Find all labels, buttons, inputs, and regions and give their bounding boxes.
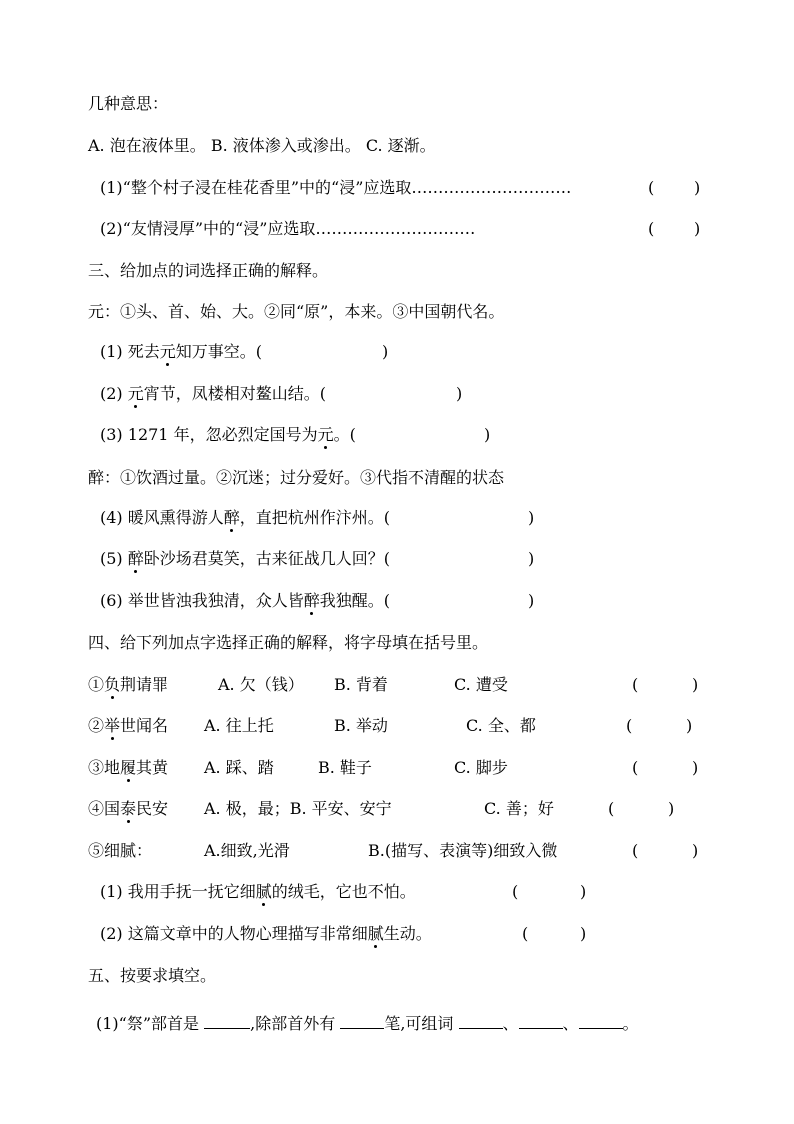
item-text: 知万事空。( — [175, 342, 263, 361]
fill-in-question-1 — [96, 1014, 639, 1034]
item-text: 生动。 — [383, 924, 432, 943]
term-text: 细腻： — [104, 841, 153, 860]
blank-word-3[interactable] — [579, 1014, 623, 1029]
choice-row-4 — [88, 799, 708, 819]
meanings-intro: 几种意思： — [88, 94, 169, 113]
xini-sentence-1 — [100, 882, 600, 902]
option-b: B. 鞋子 — [318, 758, 372, 777]
separator: 、 — [502, 1014, 519, 1033]
zui-item-5 — [100, 549, 550, 569]
choice-row-3 — [88, 758, 708, 778]
zui-item-4 — [100, 508, 550, 528]
dotted-char: 举 — [104, 716, 121, 735]
answer-paren-close[interactable]: ) — [692, 758, 699, 777]
dotted-char: 醉 — [223, 508, 240, 527]
option-a: A. 踩、踏 — [204, 758, 274, 777]
item-text: 死去 — [127, 342, 160, 361]
answer-paren-close[interactable]: ) — [528, 591, 535, 610]
dotted-char: 醉 — [127, 549, 144, 568]
option-b: B.(描写、表演等)细致入微 — [368, 841, 558, 860]
choice-row-5 — [88, 841, 708, 861]
row-number: ⑤ — [88, 841, 105, 860]
answer-paren-close[interactable]: ) — [694, 178, 701, 197]
item-text: 卧沙场君莫笑，古来征战几人回？( — [143, 549, 391, 568]
question-text: ,除部首外有 — [250, 1014, 336, 1033]
item-text: 宵节，凤楼相对鳌山结。( — [143, 384, 327, 403]
question-text: (2)“友情浸厚”中的“浸”应选取 — [100, 219, 316, 238]
term-text: 世闻名 — [120, 716, 169, 735]
term-text: 地 — [104, 758, 121, 777]
question-text: (1)“整个村子浸在桂花香里”中的“浸”应选取 — [100, 178, 412, 197]
blank-stroke-count[interactable] — [340, 1014, 384, 1029]
term-text: 荆请罪 — [120, 675, 169, 694]
answer-paren-open[interactable]: ( — [648, 219, 655, 238]
item-text: 我独醒。( — [319, 591, 391, 610]
blank-word-1[interactable] — [459, 1014, 503, 1029]
answer-paren-open[interactable]: ( — [648, 178, 655, 197]
option-a: A. 往上托 — [204, 716, 274, 735]
leader-dots: ………………………… — [315, 219, 476, 238]
meanings-options: A. 泡在液体里。 B. 液体渗入或渗出。 C. 逐渐。 — [88, 136, 436, 155]
dotted-char: 醉 — [303, 591, 320, 610]
row-number: ④ — [88, 799, 105, 818]
option-c: C. 全、都 — [466, 716, 536, 735]
answer-paren-close[interactable]: ) — [484, 425, 491, 444]
dotted-char: 负 — [104, 675, 121, 694]
yuan-item-3 — [100, 425, 520, 445]
dotted-char: 泰 — [120, 799, 137, 818]
answer-paren-close[interactable]: ) — [580, 924, 587, 943]
period: 。 — [622, 1014, 639, 1033]
section3-title: 三、给加点的词选择正确的解释。 — [88, 261, 329, 280]
answer-paren-close[interactable]: ) — [528, 508, 535, 527]
question-jin-2 — [100, 219, 710, 239]
item-number: (5) — [100, 549, 123, 568]
option-c: C. 遭受 — [454, 675, 508, 694]
term-text: 其黄 — [136, 758, 169, 777]
yuan-item-2 — [100, 384, 500, 404]
item-number: (1) — [100, 342, 123, 361]
option-a: A. 欠（钱） — [218, 675, 304, 694]
choice-row-1 — [88, 675, 708, 695]
option-a: A. 极，最；B. 平安、安宁 — [204, 799, 392, 818]
dotted-char: 元 — [127, 384, 144, 403]
xini-sentence-2 — [100, 924, 600, 944]
row-number: ③ — [88, 758, 105, 777]
choice-row-2 — [88, 716, 708, 736]
leader-dots: ………………………… — [411, 178, 572, 197]
item-number: (6) — [100, 591, 123, 610]
dotted-char: 元 — [317, 425, 334, 444]
section4-title: 四、给下列加点字选择正确的解释，将字母填在括号里。 — [88, 633, 489, 652]
option-a: A.细致,光滑 — [204, 841, 290, 860]
answer-paren-close[interactable]: ) — [580, 882, 587, 901]
separator: 、 — [562, 1014, 579, 1033]
term-text: 国 — [104, 799, 121, 818]
question-text: (1)“祭”部首是 — [96, 1014, 200, 1033]
item-text: 暖风熏得游人 — [127, 508, 224, 527]
item-text: ，直把杭州作汴州。( — [239, 508, 391, 527]
item-number: (3) — [100, 425, 123, 444]
answer-paren-close[interactable]: ) — [456, 384, 463, 403]
dotted-char: 履 — [120, 758, 137, 777]
blank-word-2[interactable] — [519, 1014, 563, 1029]
yuan-definitions: 元：①头、首、始、大。②同“原”，本来。③中国朝代名。 — [88, 302, 505, 321]
answer-paren-close[interactable]: ) — [668, 799, 675, 818]
term-text: 民安 — [136, 799, 169, 818]
zui-definitions: 醉：①饮酒过量。②沉迷；过分爱好。③代指不清醒的状态 — [88, 468, 505, 487]
row-number: ① — [88, 675, 105, 694]
answer-paren-close[interactable]: ) — [686, 716, 693, 735]
question-jin-1 — [100, 178, 710, 198]
answer-paren-open[interactable]: ( — [632, 758, 639, 777]
item-text: 的绒毛，它也不怕。 — [271, 882, 416, 901]
answer-paren-open[interactable]: ( — [632, 841, 639, 860]
answer-paren-open[interactable]: ( — [522, 924, 529, 943]
dotted-char: 腻 — [255, 882, 272, 901]
answer-paren-close[interactable]: ) — [692, 841, 699, 860]
answer-paren-open[interactable]: ( — [626, 716, 633, 735]
answer-paren-open[interactable]: ( — [512, 882, 519, 901]
answer-paren-close[interactable]: ) — [694, 219, 701, 238]
question-text: 笔,可组词 — [384, 1014, 454, 1033]
option-b: B. 背着 — [334, 675, 388, 694]
blank-radical[interactable] — [204, 1014, 250, 1029]
item-text: (2) 这篇文章中的人物心理描写非常细 — [100, 924, 368, 943]
zui-item-6 — [100, 591, 550, 611]
row-number: ② — [88, 716, 105, 735]
answer-paren-open[interactable]: ( — [632, 675, 639, 694]
option-b: B. 举动 — [334, 716, 388, 735]
item-text: 1271 年，忽必烈定国号为 — [127, 425, 318, 444]
section5-title: 五、按要求填空。 — [88, 966, 217, 985]
answer-paren-close[interactable]: ) — [692, 675, 699, 694]
item-number: (2) — [100, 384, 123, 403]
answer-paren-close[interactable]: ) — [528, 549, 535, 568]
answer-paren-open[interactable]: ( — [608, 799, 615, 818]
item-text: (1) 我用手抚一抚它细 — [100, 882, 256, 901]
item-text: 。( — [333, 425, 356, 444]
item-text: 举世皆浊我独清，众人皆 — [127, 591, 304, 610]
dotted-char: 腻 — [367, 924, 384, 943]
answer-paren-close[interactable]: ) — [382, 342, 389, 361]
item-number: (4) — [100, 508, 123, 527]
option-c: C. 脚步 — [454, 758, 508, 777]
yuan-item-1 — [100, 342, 500, 362]
option-c: C. 善；好 — [484, 799, 554, 818]
dotted-char: 元 — [159, 342, 176, 361]
